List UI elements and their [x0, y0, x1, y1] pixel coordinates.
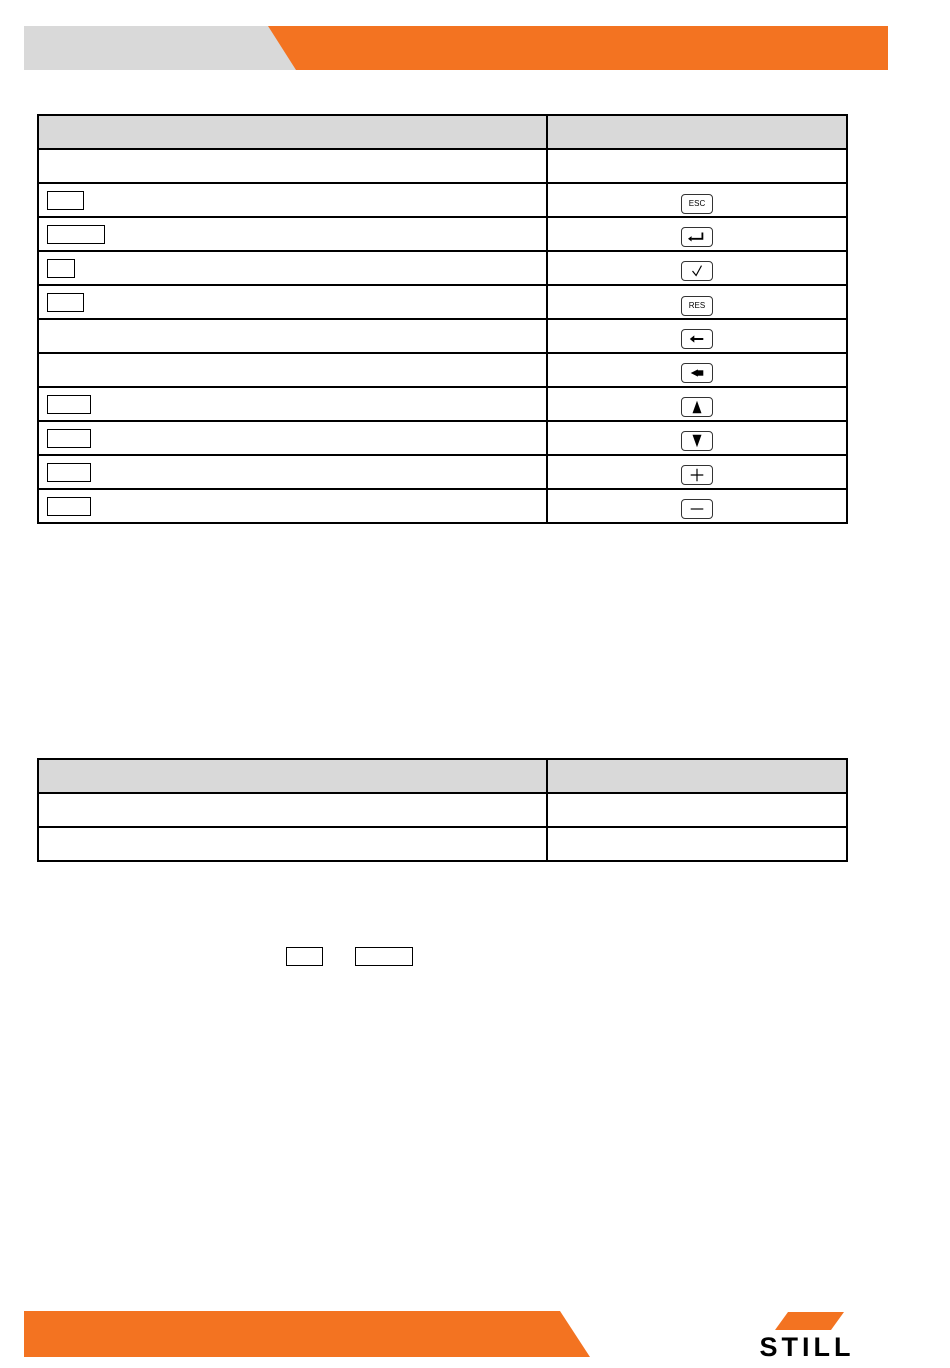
table-row: [38, 285, 847, 319]
table-row: [38, 183, 847, 217]
key-placeholder-box: [47, 463, 91, 482]
arrow-left-key-icon: [681, 329, 713, 349]
key-placeholder-box: [47, 259, 75, 278]
table-row: [38, 421, 847, 455]
inline-key-box-1: [286, 947, 323, 966]
footer-bar: [24, 1311, 590, 1357]
logo-text: STILL: [759, 1332, 855, 1358]
backspace-key-icon: [681, 363, 713, 383]
key-function-table: [37, 114, 848, 524]
table-row: [38, 827, 847, 861]
table-row: [38, 251, 847, 285]
res-key-icon: RES: [681, 296, 713, 316]
table-row: [38, 217, 847, 251]
key-placeholder-box: [47, 293, 84, 312]
table-row: [38, 353, 847, 387]
inline-key-box-2: [355, 947, 413, 966]
esc-key-icon: ESC: [681, 194, 713, 214]
table-row: [38, 793, 847, 827]
enter-key-icon: [681, 227, 713, 247]
table-row: [38, 319, 847, 353]
key-placeholder-box: [47, 225, 105, 244]
table-row: [38, 149, 847, 183]
key-placeholder-box: [47, 429, 91, 448]
plus-key-icon: [681, 465, 713, 485]
check-key-icon: [681, 261, 713, 281]
key-placeholder-box: [47, 497, 91, 516]
header-bar: [24, 26, 888, 70]
arrow-down-key-icon: [681, 431, 713, 451]
still-logo: [726, 1312, 888, 1358]
table-header-row: [38, 115, 847, 149]
minus-key-icon: [681, 499, 713, 519]
second-table: [37, 758, 848, 862]
table-header-row: [38, 759, 847, 793]
table-row: [38, 489, 847, 523]
key-placeholder-box: [47, 191, 84, 210]
key-placeholder-box: [47, 395, 91, 414]
arrow-up-key-icon: [681, 397, 713, 417]
table-row: [38, 387, 847, 421]
table-row: [38, 455, 847, 489]
